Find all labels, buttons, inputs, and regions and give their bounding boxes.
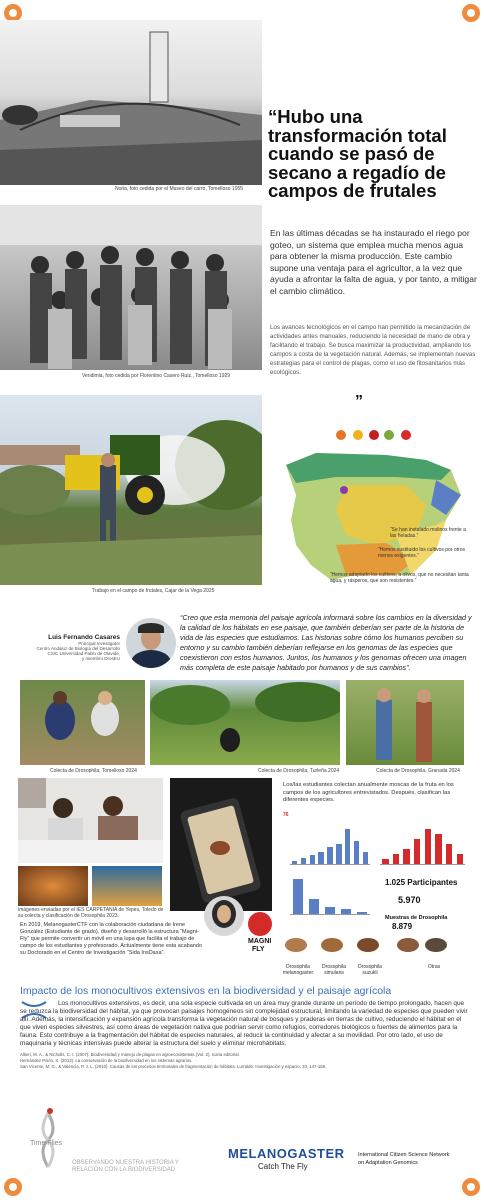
researcher-avatar xyxy=(204,896,244,936)
corner-ornament-br xyxy=(462,1178,480,1196)
samples-count: 8.879 xyxy=(392,922,413,931)
collection-caption-1: Colecta de Drosophila, Tomelloso 2024 xyxy=(50,768,137,774)
melanogaster-subtitle: Catch The Fly xyxy=(258,1162,308,1171)
magnifly-logo-text-2: FLY xyxy=(252,946,265,953)
fruit-icon-5 xyxy=(401,430,411,440)
fly-closeup-1 xyxy=(18,866,88,906)
network-line-1: International Citizen Science Network xyxy=(358,1152,450,1158)
chart-bar xyxy=(327,847,332,865)
chart-bar xyxy=(403,849,409,864)
flies-count: 5.970 xyxy=(398,895,421,905)
person-role-1: Principal Investigator xyxy=(78,641,120,646)
corner-ornament-tr xyxy=(462,4,480,22)
chart-bar xyxy=(345,829,350,864)
samples-label: Muestras de Drosophila xyxy=(385,915,448,921)
noria-caption: Noria, foto cedida por el Museo del carro, Tomelloso 1955 xyxy=(115,186,244,192)
noria-photo xyxy=(0,20,262,185)
person-name: Luis Fernando Casares xyxy=(48,634,120,641)
chart-bar xyxy=(382,859,388,864)
chart-bar xyxy=(457,854,463,864)
schools-count: 76 xyxy=(283,812,289,818)
person-role-4: y miembro DrosEU xyxy=(81,656,120,661)
chart-bar xyxy=(446,844,452,864)
chart-bar xyxy=(292,861,297,864)
corner-ornament-bl xyxy=(4,1178,22,1196)
magnifly-logo-icon xyxy=(248,912,272,936)
magnifly-text: En 2019, MelanogasterCTF con la colaboración ciudadana de Irene González (Estudiante de grado), diseñó y desarrolló la estructura “Magni-Fly” que permite convertir un móvil en una lupa que facilita el trabajo de campo de los estudiantes y profesorado. Actualmente tiene esta acabando su Doctorado en el Centro de Investigación “Sida InsDaxa”. xyxy=(20,922,202,956)
chart-bar xyxy=(310,855,315,864)
species-label-3: Drosophila suzukii xyxy=(358,964,382,976)
lab-caption: imágenes enviadas por el IES CARPETANIA de Yepes, Toledo de su colecta y clasificación de Drosophila 2023. xyxy=(18,907,164,919)
chart-bar xyxy=(357,912,367,915)
chart-bar xyxy=(325,907,335,915)
timeflies-tagline-1: OBSERVANDO NUESTRA HISTORIA Y xyxy=(72,1160,179,1166)
person-role-3: CSIC Universidad Pablo de Olavide, xyxy=(47,651,120,656)
fly-closeup-2 xyxy=(92,866,162,906)
intro-paragraph: En las últimas décadas se ha instaurado el riego por goteo, un sistema que emplea mucha menos agua para obtener la misma producción. Este cambio supone una ventaja para el agricultor, a la vez que ayuda a afrontar la falta de agua, y por tanto, a mitigar el cambio climático. xyxy=(270,228,477,296)
chart-bar xyxy=(414,839,420,864)
vendimia-caption: Vendimia, foto cedida por Florentino Casero Ruiz., Tomelloso 1929 xyxy=(82,373,231,379)
map-callout-1: “Se han instalado molinos frente a las heladas.” xyxy=(390,527,466,539)
tractor-caption: Trabajo en el campo de frutales, Cajar de la Vega 2025 xyxy=(92,588,215,594)
tractor-photo xyxy=(0,395,262,585)
tech-paragraph: Los avances tecnológicos en el campo han permitido la mecanización de actividades antes manuales, reduciendo la necesidad de mano de obra y facilitando el trabajo. Se busca maximizar la productividad, ampliando los campos a costa de la vegetación natural. Además, se implementan nuevas estrategias para el control de plagas, como el uso de fitosanitarios más ecológicos. xyxy=(270,324,476,376)
species-row xyxy=(282,938,475,983)
network-line-2: on Adaptation Genomics xyxy=(358,1160,418,1166)
species-label-4: Otras xyxy=(427,964,441,970)
reference-1: Altieri, M. A., & Nicholls, C. I. (2007). Biodiversidad y manejo de plagas en agroecosistemas (Vol. 2). Icaria editorial. xyxy=(20,1052,240,1057)
schools-stat xyxy=(283,812,473,822)
collection-photo-3 xyxy=(346,680,464,765)
fruit-icon-4 xyxy=(384,430,394,440)
students-text: Los/las estudiantes colectan anualmente moscas de la fruta en los campos de los agricultores entrevistados. Después, clasifican las diferentes especies. xyxy=(283,782,454,803)
person-avatar xyxy=(126,618,176,668)
chart-bar xyxy=(354,841,359,864)
chart-1 xyxy=(290,825,370,865)
close-quote: ” xyxy=(355,393,363,410)
fruit-icon-1 xyxy=(336,430,346,440)
map-callout-3: “Hemos adaptado los cultivos, a olivos, que no necesitan tanta agua, y rásperos, que son resistentes.” xyxy=(330,572,469,584)
person-quote: “Creo que esta memoria del paisaje agrícola informará sobre los cambios en la diversidad y la calidad de los hábitats en ese paisaje, que también deberían ser parte de la historia de vida de las especies que estudiamos. Las historias sobre cómo los humanos perciben su entorno y su cambio también deberían reflejarse en los genomas de las especies que coexistieron con estos humanos. Juntos, los humanos y los genomas ofrecen una imagen más completa de este paisaje habitado por humanos y de sus cambios”. xyxy=(180,613,472,672)
fruit-icon-2 xyxy=(353,430,363,440)
chart-bar xyxy=(435,834,441,864)
vendimia-photo xyxy=(0,205,262,370)
impact-references xyxy=(20,1052,472,1069)
chart-bar xyxy=(318,852,323,864)
collection-photo-1 xyxy=(20,680,145,765)
magnifly-photo xyxy=(170,778,272,911)
melanogaster-logo: MELANOGASTER xyxy=(228,1146,345,1161)
person-block xyxy=(8,634,120,661)
participants-stat: 1.025 Participantes xyxy=(385,878,458,887)
species-label-2: Drosophila simulans xyxy=(322,964,346,976)
chart-bar xyxy=(336,844,341,864)
chart-bar xyxy=(293,879,303,914)
collection-photo-2 xyxy=(150,680,340,765)
chart-2 xyxy=(380,825,465,865)
lab-photo xyxy=(18,778,163,863)
reference-3: San Vicente, M. G., & Valencia, P. J. L. (2010). Causas de los procesos territoriales de fragmentación de hábitats. Lurralde: Investigación y espacio, 33, 147-158. xyxy=(20,1063,327,1069)
spain-map xyxy=(276,425,476,595)
chart-bar xyxy=(301,858,306,864)
impact-title: Impacto de los monocultivos extensivos en la biodiversidad y el paisaje agrícola xyxy=(20,985,392,997)
chart-bar xyxy=(425,829,431,864)
collection-caption-3: Colecta de Drosophila, Granada 2024 xyxy=(376,768,460,774)
map-callout-2: “Hemos sustituido los cultivos por otros menos exigentes.” xyxy=(378,547,465,559)
reference-2: Hernández Pisón, X. (2013). La conservación de la biodiversidad en los sistemas agrarios. xyxy=(20,1057,193,1063)
collection-caption-2: Colecta de Drosophila, Turleña 2024 xyxy=(258,768,340,774)
quote-title: “Hubo una transformación total cuando se pasó de secano a regadío de campos de frutales xyxy=(268,106,447,201)
chart-bar xyxy=(309,899,319,914)
impact-body: Los monocultivos extensivos, es decir, una sola especie cultivada en un área muy grande durante un período de tiempo prolongado, hacen que se reduzca la biodiversidad del hábitat, ya que provocan paisajes homogéneos sin complejidad estructural, limitando la variedad de especies que pueden vivir allí. Además, la intensificación y expansión agrícola transforma la vegetación natural de bosques y praderas en tierras de cultivo, reduciendo el hábitat en el que viven especies silvestres, así como áreas de vegetación nativa que podrían servir como refugios, corredores biológicos o fuentes de alimentos para la fauna. Esto contribuye a la fragmentación del hábitat de especies naturales, al reducir la continuidad y afectar a su movilidad. Por otro lado, el uso de maquinaria y técnicas intensivas puede alterar la estructura del suelo y eliminar microhábitats. xyxy=(20,1000,468,1047)
chart-bar xyxy=(393,854,399,864)
chart-3 xyxy=(290,875,370,915)
fruit-icon-3 xyxy=(369,430,379,440)
timeflies-name: Time Flies xyxy=(30,1140,63,1147)
chart-bar xyxy=(363,852,368,864)
person-role-2: Centro Andaluz de Biología del Desarrollo xyxy=(36,646,120,651)
chart-bar xyxy=(341,909,351,914)
species-label-1: Drosophila melanogaster xyxy=(282,964,314,976)
timeflies-tagline-2: RELACIÓN CON LA BIODIVERSIDAD xyxy=(72,1167,176,1173)
magnifly-logo-text-1: MAGNI xyxy=(248,938,272,945)
